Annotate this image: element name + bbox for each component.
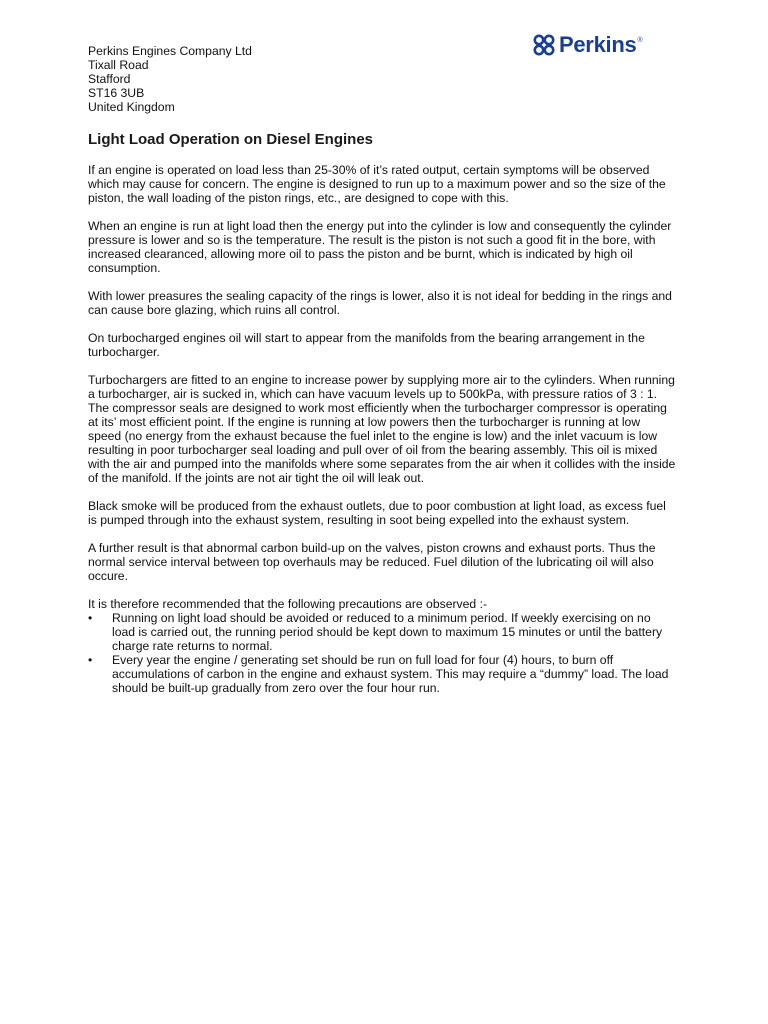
address-country: United Kingdom — [88, 100, 175, 114]
list-item-text: Running on light load should be avoided or reduced to a minimum period. If weekly exercising on no load is carried out, the running period should be kept down to maximum 15 minutes or until the battery charge rate returns to normal. — [112, 611, 663, 653]
logo-wordmark: Perkins — [559, 32, 637, 57]
paragraph: If an engine is operated on load less than 25-30% of it’s rated output, certain symptoms will be observed which may cause for concern. The engine is designed to run up to a maximum power and so the size of the piston, the wall loading of the piston rings, etc., are designed to cope with this. — [88, 163, 666, 205]
paragraph: On turbocharged engines oil will start to appear from the manifolds from the bearing arrangement in the turbocharger. — [88, 331, 645, 359]
company-address — [88, 44, 252, 114]
bullet-icon: • — [88, 653, 93, 667]
bullet-icon: • — [88, 611, 93, 625]
company-name: Perkins Engines Company Ltd — [88, 44, 252, 58]
document-body — [88, 163, 676, 695]
perkins-logo — [532, 33, 643, 57]
page-title: Light Load Operation on Diesel Engines — [88, 131, 374, 148]
paragraph: Black smoke will be produced from the exhaust outlets, due to poor combustion at light load, as excess fuel is pumped through into the exhaust system, resulting in soot being expelled into the exhaust system. — [88, 499, 666, 527]
paragraph: With lower preasures the sealing capacity of the rings is lower, also it is not ideal for bedding in the rings and can cause bore glazing, which ruins all control. — [88, 289, 672, 317]
list-item-text: Every year the engine / generating set should be run on full load for four (4) hours, to burn off accumulations of carbon in the engine and exhaust system. This may require a “dummy” load. The load should be built-up gradually from zero over the four hour run. — [112, 653, 669, 695]
perkins-chain-icon — [532, 33, 556, 57]
address-street: Tixall Road — [88, 58, 149, 72]
precautions-list — [88, 611, 676, 695]
list-item — [88, 653, 676, 695]
paragraph: Turbochargers are fitted to an engine to increase power by supplying more air to the cylinders. When running a turbocharger, air is sucked in, which can have vacuum levels up to 500kPa, with pressure ratios of 3 : 1. The compressor seals are designed to work most efficiently when the turbocharger compressor is operating at its’ most efficient point. If the engine is running at low powers then the turbocharger is running at low speed (no energy from the exhaust because the fuel inlet to the engine is low) and the inlet vacuum is low resulting in poor turbocharger seal loading and pull over of oil from the bearing assembly. This oil is mixed with the air and pumped into the manifolds where some separates from the air when it collides with the inside of the manifold. If the joints are not air tight the oil will leak out. — [88, 373, 676, 485]
list-item — [88, 611, 676, 653]
registered-mark: ® — [637, 37, 643, 44]
address-town: Stafford — [88, 72, 131, 86]
address-postcode: ST16 3UB — [88, 86, 145, 100]
recommendation-intro: It is therefore recommended that the following precautions are observed :- — [88, 597, 488, 611]
paragraph: A further result is that abnormal carbon build-up on the valves, piston crowns and exhaust ports. Thus the normal service interval between top overhauls may be reduced. Fuel dilution of the lubricating oil will also occure. — [88, 541, 656, 583]
paragraph: When an engine is run at light load then the energy put into the cylinder is low and consequently the cylinder pressure is lower and so is the temperature. The result is the piston is not such a good fit in the bore, with increased clearanced, allowing more oil to pass the piston and be burnt, which is indicated by high oil consumption. — [88, 219, 672, 275]
